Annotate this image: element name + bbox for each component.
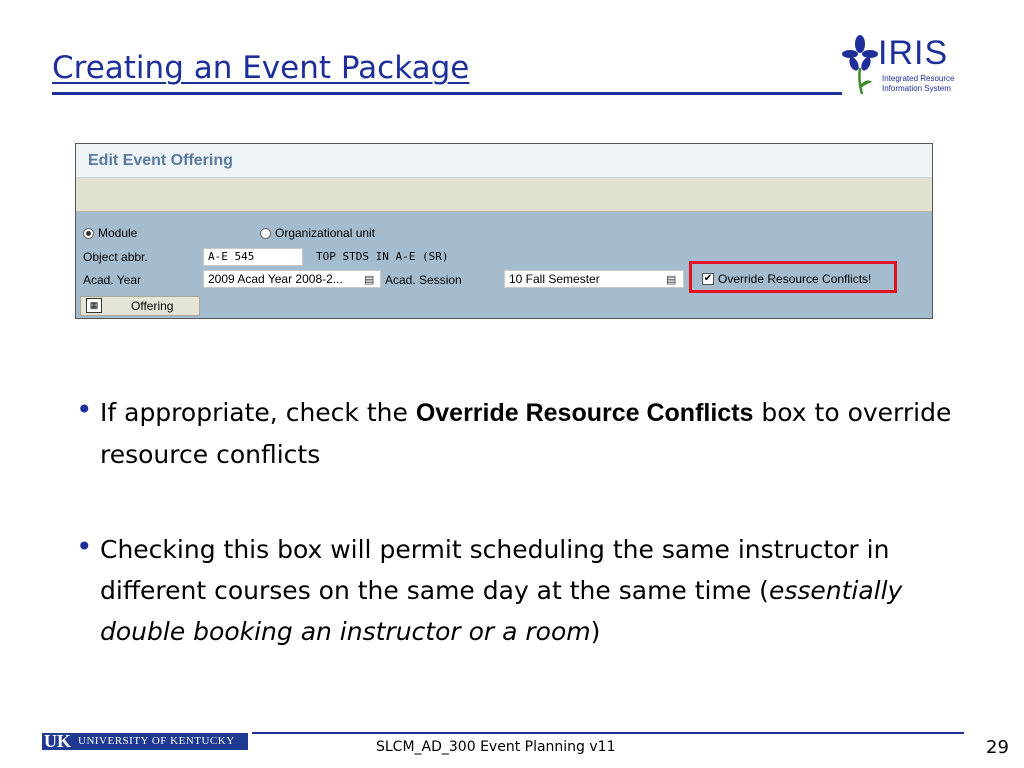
- bullet-1-bold: Override Resource Conflicts: [415, 399, 754, 427]
- acad-session-field[interactable]: 10 Fall Semester: [504, 270, 684, 288]
- bullet-list: [76, 392, 956, 706]
- footer-text: SLCM_AD_300 Event Planning v11: [376, 739, 616, 755]
- radio-module-label: Module: [98, 226, 138, 240]
- bullet-1-text-post: box to override resource conflicts: [100, 398, 952, 469]
- bullet-1-text-pre: If appropriate, check the: [100, 398, 416, 427]
- slide-title: Creating an Event Package: [52, 50, 470, 86]
- uk-name: UNIVERSITY OF KENTUCKY: [78, 735, 235, 747]
- bullet-icon: •: [76, 393, 93, 426]
- sap-header-bar: [76, 144, 932, 178]
- uk-logo: [42, 733, 248, 750]
- footer-rule: [252, 732, 964, 734]
- bullet-item-1: [76, 392, 956, 475]
- offering-button-label: Offering: [131, 299, 174, 313]
- iris-tagline-1: Integrated Resource: [882, 74, 955, 83]
- iris-flower-icon: [842, 34, 878, 96]
- page-number: 29: [986, 737, 1009, 758]
- override-resource-conflicts-label: Override Resource Conflicts!: [718, 272, 872, 286]
- bullet-2-text-post: ): [590, 617, 601, 646]
- bullet-item-2: [76, 529, 956, 652]
- bullet-2-italic: essentially double booking an instructor or a room: [100, 576, 903, 646]
- offering-icon: ▦: [86, 298, 102, 313]
- iris-logo-text: IRIS: [878, 34, 949, 72]
- radio-org-unit-label: Organizational unit: [275, 226, 376, 240]
- object-abbr-label: Object abbr.: [83, 250, 148, 264]
- iris-logo: [842, 34, 962, 96]
- title-underline-rule: [52, 92, 842, 95]
- override-resource-conflicts-checkbox[interactable]: ✔: [703, 273, 713, 284]
- object-description: TOP STDS IN A-E (SR): [316, 250, 449, 263]
- sap-edit-event-offering-panel: [75, 143, 933, 319]
- object-abbr-field[interactable]: A-E 545: [203, 248, 303, 266]
- acad-year-help-icon[interactable]: ▤: [364, 274, 375, 286]
- iris-tagline-2: Information System: [882, 84, 951, 93]
- acad-session-help-icon[interactable]: ▤: [666, 274, 677, 286]
- offering-button[interactable]: [80, 296, 200, 316]
- acad-year-field[interactable]: 2009 Acad Year 2008-2...: [203, 270, 381, 288]
- sap-window-title: Edit Event Offering: [88, 152, 233, 169]
- bullet-icon: •: [76, 530, 93, 563]
- acad-year-label: Acad. Year: [83, 273, 142, 287]
- radio-module[interactable]: [83, 228, 94, 239]
- sap-toolbar: [76, 178, 932, 212]
- uk-initials: UK: [44, 731, 71, 751]
- acad-session-label: Acad. Session: [385, 273, 462, 287]
- bullet-2-text-pre: Checking this box will permit scheduling the same instructor in different courses on the same day at the same time (: [100, 535, 890, 605]
- radio-organizational-unit[interactable]: [260, 228, 271, 239]
